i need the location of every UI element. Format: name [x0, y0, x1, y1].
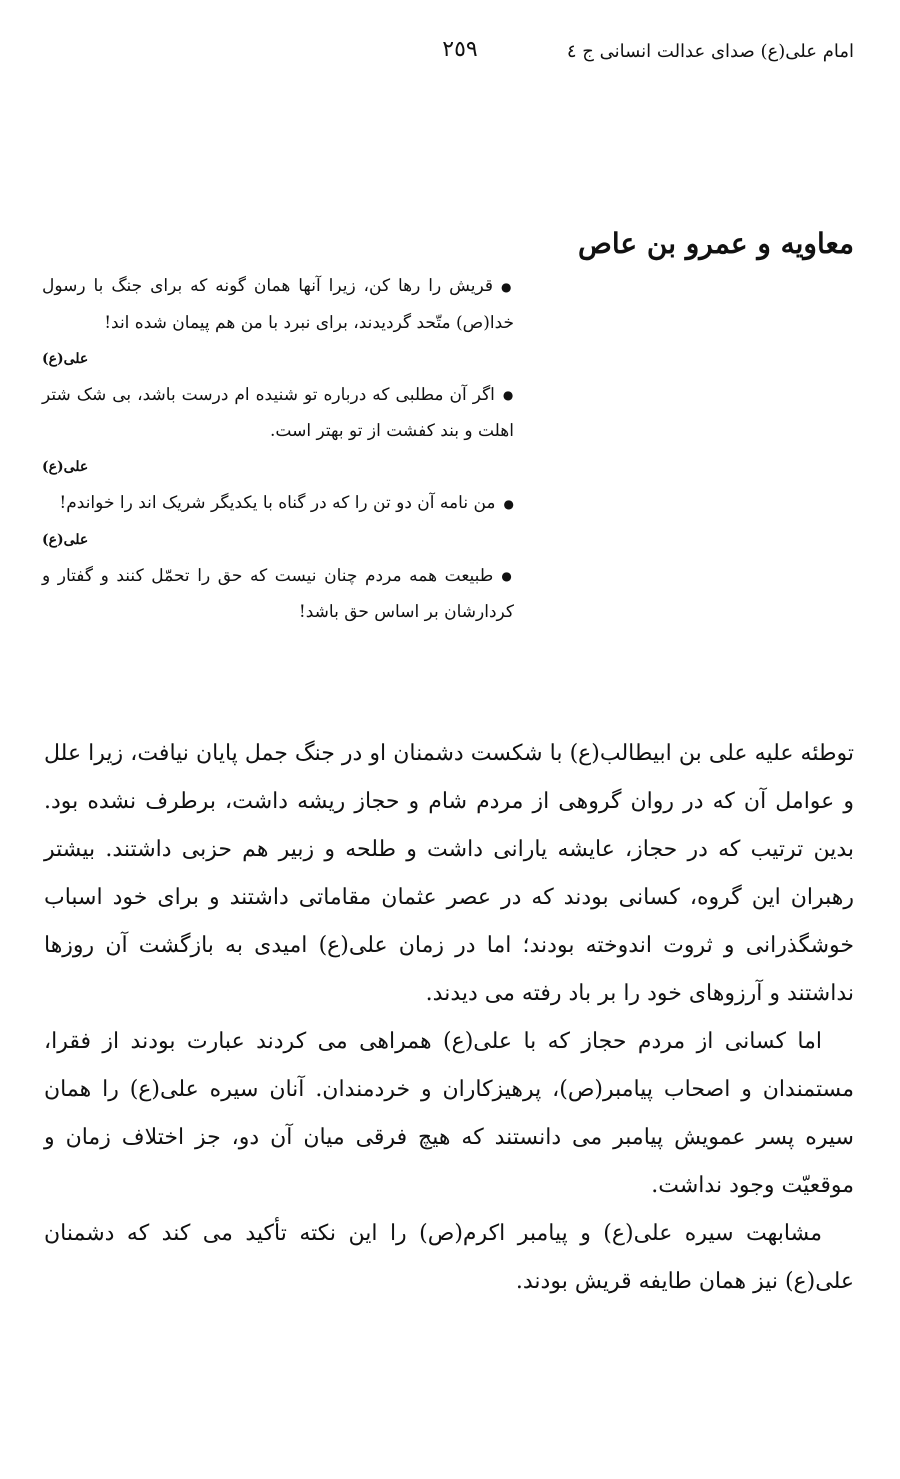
epigraph-quotes [42, 268, 514, 630]
chapter-title: معاویه و عمرو بن عاص [578, 227, 854, 260]
page-number: ٢٥٩ [442, 37, 478, 62]
body-paragraph: اما کسانی از مردم حجاز که با علی(ع) همراهی می کردند عبارت بودند از فقرا، مستمندان و اصحاب پیامبر(ص)، پرهیزکاران و خردمندان. آنان سیره علی(ع) را همان سیره پسر عمویش پیامبر می دانستند که هیچ فرقی میان آن دو، جز اختلاف زمان و موقعیّت وجود نداشت. [44, 1029, 854, 1198]
body-paragraph: توطئه علیه علی بن ابیطالب(ع) با شکست دشمنان او در جنگ جمل پایان نیافت، زیرا علل و عوامل آن که در روان گروهی از مردم شام و حجاز ریشه داشت، برطرف نشده بود. بدین ترتیب که در حجاز، عایشه یارانی داشت و طلحه و زبیر هم حزبی داشتند. بیشتر رهبران این گروه، کسانی بودند که در عصر عثمان مقاماتی داشتند و برای خود اسباب خوشگذرانی و ثروت اندوخته بودند؛ اما در زمان علی(ع) امیدی به بازگشت آن روزها نداشتند و آرزوهای خود را بر باد رفته می دیدند. [44, 741, 854, 1006]
quote-text: طبیعت همه مردم چنان نیست که حق را تحمّل کنند و گفتار و کردارشان بر اساس حق باشد! [42, 565, 514, 622]
bullet-icon: ● [501, 569, 514, 583]
bullet-icon: ● [503, 496, 514, 511]
quote-text: من نامه آن دو تن را که در گناه با یکدیگر شریک اند را خواندم! [59, 493, 496, 513]
body-text [44, 730, 854, 1306]
quote-item [42, 558, 514, 631]
quote-attribution: علی(ع) [42, 350, 89, 367]
quote-text: قریش را رها کن، زیرا آنها همان گونه که برای جنگ با رسول خدا(ص) متّحد گردیدند، برای نبرد با من هم پیمان شده اند! [42, 276, 514, 333]
quote-item [42, 268, 514, 371]
quote-attribution: علی(ع) [42, 459, 89, 475]
quote-attribution: علی(ع) [42, 531, 89, 548]
quote-item [42, 377, 514, 480]
bullet-icon: ● [501, 279, 514, 294]
quote-item [42, 485, 514, 552]
body-paragraph: مشابهت سیره علی(ع) و پیامبر اکرم(ص) را این نکته تأکید می کند که دشمنان علی(ع) نیز همان طایفه قریش بودند. [44, 1221, 854, 1294]
quote-text: اگر آن مطلبی که درباره تو شنیده ام درست باشد، بی شک شتر اهلت و بند کفشت از تو بهتر است. [42, 384, 514, 441]
bullet-icon: ● [502, 388, 514, 402]
running-title: امام علی(ع) صدای عدالت انسانی ج ٤ [566, 41, 854, 62]
